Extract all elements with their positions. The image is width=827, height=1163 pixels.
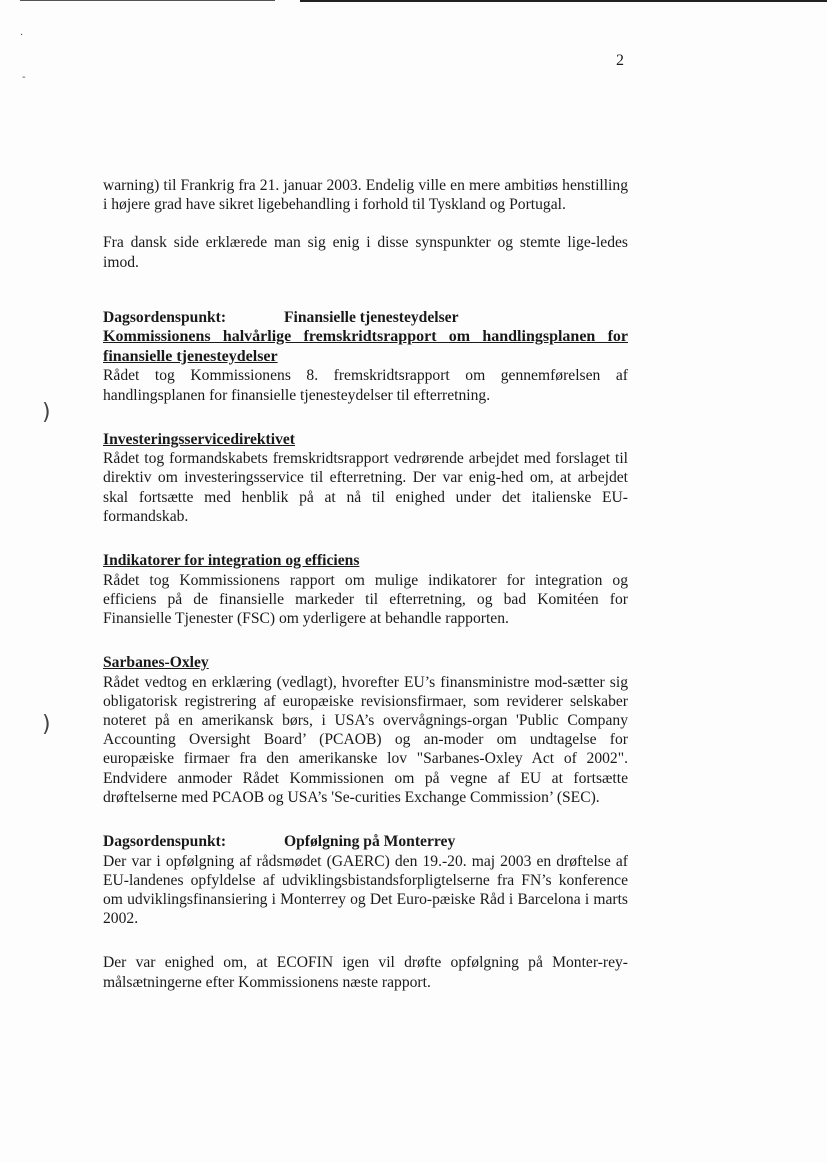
agenda-title: Opfølgning på Monterrey — [284, 833, 456, 851]
hole-punch-mark: ) — [42, 712, 51, 737]
scan-top-rule-left — [20, 0, 275, 1]
scan-top-rule-right — [300, 0, 827, 2]
section-heading: Kommissionens halvårlige fremskridtsrapport om handlingsplanen for finansielle tjenesteydelser — [103, 328, 628, 365]
agenda-item-heading — [103, 308, 628, 328]
agenda-label: Dagsordenspunkt: — [103, 833, 227, 851]
section-heading: Sarbanes-Oxley — [103, 654, 209, 672]
scan-mark: - — [22, 72, 26, 83]
section-heading: Indikatorer for integration og efficiens — [103, 552, 360, 570]
paragraph: Rådet tog Kommissionens 8. fremskridtsrapport om gennemførelsen af handlingsplanen for finansielle tjenesteydelser til efterretning. — [103, 367, 628, 404]
paragraph: warning) til Frankrig fra 21. januar 2003. Endelig ville en mere ambitiøs henstilling i højere grad have sikret ligebehandling i forhold til Tyskland og Portugal. — [103, 177, 628, 214]
paragraph: Rådet tog formandskabets fremskridtsrapport vedrørende arbejdet med forslaget til direktiv om investeringsservice til efterretning. Der var enig-hed om, at arbejdet skal fortsætte med henblik på at nå til enighed under det italienske EU-formandskab. — [103, 450, 628, 525]
scan-mark: · — [20, 30, 24, 41]
paragraph: Rådet tog Kommissionens rapport om mulige indikatorer for integration og efficiens på de finansielle markeder til efterretning, og bad Komitéen for Finansielle Tjenester (FSC) om yderligere at behandle rapporten. — [103, 571, 628, 627]
paragraph: Der var i opfølgning af rådsmødet (GAERC) den 19.-20. maj 2003 en drøftelse af EU-landenes opfyldelse af udviklingsbistandsforpligtelserne fra FN’s konference om udviklingsfinansiering i Monterrey og Det Euro-pæiske Råd i Barcelona i marts 2002. — [103, 852, 628, 928]
paragraph: Der var enighed om, at ECOFIN igen vil drøfte opfølgning på Monter-rey-målsætningerne efter Kommissionens næste rapport. — [103, 954, 628, 991]
agenda-title: Finansielle tjenesteydelser — [284, 308, 459, 326]
document-body — [103, 176, 628, 992]
hole-punch-mark: ) — [42, 400, 51, 425]
paragraph: Rådet vedtog en erklæring (vedlagt), hvorefter EU’s finansministre mod-sætter sig obligatorisk registrering af europæiske revisionsfirmaer, som reviderer selskaber noteret på en amerikansk børs, i USA’s overvågnings-organ 'Public Company Accounting Oversight Board’ (PCAOB) og an-moder om undtagelse for europæiske firmaer fra den amerikanske lov "Sarbanes-Oxley Act of 2002". Endvidere anmoder Rådet Kommissionen om på vegne af EU at fortsætte drøftelserne med PCAOB og USA’s 'Se-curities Exchange Commission’ (SEC). — [103, 673, 628, 806]
agenda-label: Dagsordenspunkt: — [103, 308, 227, 326]
section-heading: Investeringsservicedirektivet — [103, 430, 295, 448]
agenda-item-heading — [103, 832, 628, 852]
page-number: 2 — [616, 52, 624, 69]
paragraph: Fra dansk side erklærede man sig enig i disse synspunkter og stemte lige-ledes imod. — [103, 234, 628, 271]
